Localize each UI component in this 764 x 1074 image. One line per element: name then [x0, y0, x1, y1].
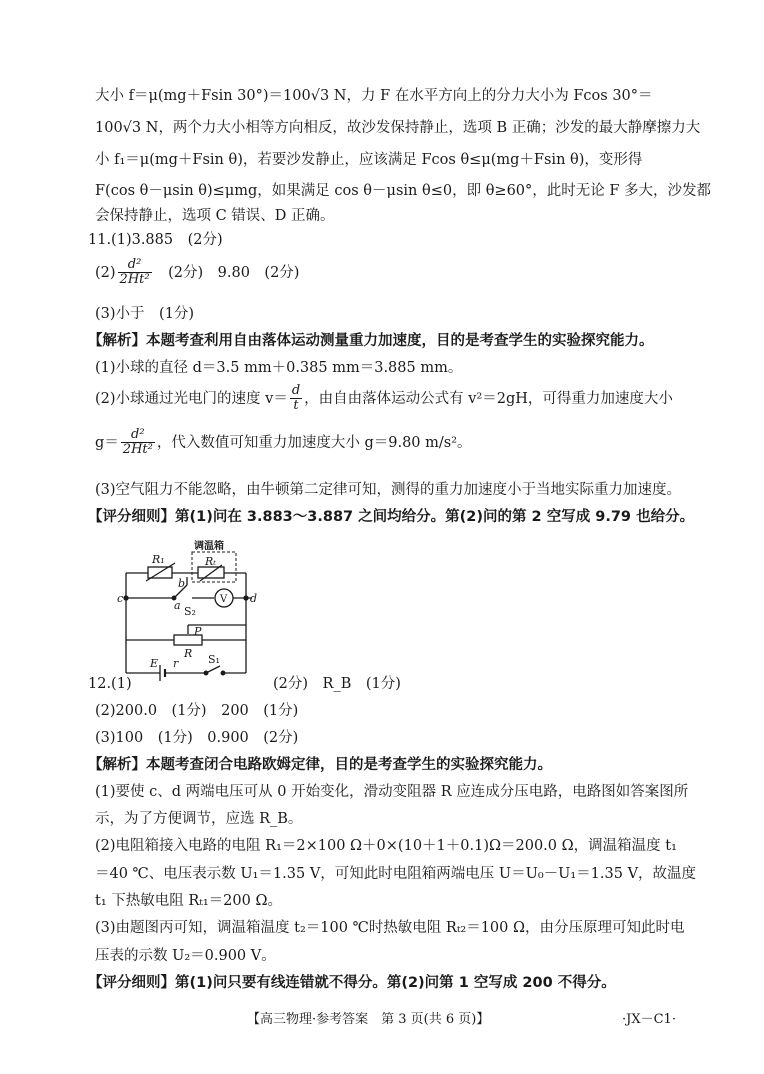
label-v: V — [220, 594, 228, 605]
text-line: F(cos θ－μsin θ)≤μmg，如果满足 cos θ－μsin θ≤0，即 θ≥60°，此时无论 F 多大，沙发都 — [95, 183, 712, 199]
denominator: 2Ht² — [122, 442, 153, 458]
label-r1: R₁ — [152, 553, 165, 566]
q11-explain-3 — [95, 428, 472, 458]
label-rt: Rₜ — [205, 555, 216, 568]
q12-rubric: 【评分细则】第(1)问只要有线连错就不得分。第(2)问第 1 空写成 200 不得分。 — [88, 975, 616, 991]
label-box: 调温箱 — [194, 541, 224, 552]
page-code: ·JX－C1· — [622, 1012, 676, 1027]
q12-answer-1-right: (2分) R_B (1分) — [273, 676, 401, 692]
fraction — [121, 428, 155, 458]
numerator: d² — [121, 428, 155, 443]
label-p: P — [194, 625, 202, 638]
q11-answer-1: 11.(1)3.885 (2分) — [88, 232, 223, 248]
label-s2: S₂ — [184, 605, 196, 618]
q12-explain-4: ＝40 ℃、电压表示数 U₁＝1.35 V，可知此时电阻箱两端电压 U＝U₀－U₁＝1.35 V，故温度 — [95, 866, 697, 882]
q12-explain-5: t₁ 下热敏电阻 Rₜ₁＝200 Ω。 — [95, 893, 282, 909]
q11-explain-2 — [95, 384, 673, 414]
q12-answer-2: (2)200.0 (1分) 200 (1分) — [95, 703, 299, 719]
q11-e2-suffix: ，由自由落体运动公式有 v²＝2gH，可得重力加速度大小 — [304, 390, 673, 407]
q11-explain-1: (1)小球的直径 d＝3.5 mm＋0.385 mm＝3.885 mm。 — [95, 360, 463, 376]
q11-a2-prefix: (2) — [95, 264, 116, 281]
text-line: 100√3 N，两个力大小相等方向相反，故沙发保持静止，选项 B 正确；沙发的最大静摩擦力大 — [95, 120, 701, 136]
q11-rubric: 【评分细则】第(1)问在 3.883～3.887 之间均给分。第(2)问的第 2 空写成 9.79 也给分。 — [88, 509, 695, 525]
q11-answer-2 — [95, 258, 299, 288]
label-s1: S₁ — [208, 653, 220, 666]
q12-explain-2: 示，为了方便调节，应选 R_B。 — [95, 811, 303, 827]
label-a: a — [174, 599, 181, 612]
denominator: 2Ht² — [119, 272, 150, 288]
label-e: E — [150, 657, 159, 670]
switch-s1 — [206, 666, 220, 673]
q12-explain-6: (3)由题图丙可知，调温箱温度 t₂＝100 ℃时热敏电阻 Rₜ₂＝100 Ω，由分压原理可知此时电 — [95, 920, 685, 936]
numerator: d — [291, 383, 301, 398]
label-r-internal: r — [173, 657, 179, 670]
q11-e3-suffix: ，代入数值可知重力加速度大小 g＝9.80 m/s²。 — [156, 434, 472, 451]
label-b: b — [178, 577, 186, 590]
q11-e3-prefix: g＝ — [95, 434, 119, 451]
q12-explain-7: 压表的示数 U₂＝0.900 V。 — [95, 948, 276, 964]
page-footer: 【高三物理·参考答案 第 3 页(共 6 页)】 — [247, 1012, 490, 1027]
q12-explain-3: (2)电阻箱接入电路的电阻 R₁＝2×100 Ω＋0×(10＋1＋0.1)Ω＝200.0 Ω，调温箱温度 t₁ — [95, 838, 677, 854]
q11-a2-suffix: (2分) 9.80 (2分) — [153, 264, 300, 281]
q12-analysis-heading: 【解析】本题考查闭合电路欧姆定律，目的是考查学生的实验探究能力。 — [88, 757, 552, 773]
q11-analysis-heading: 【解析】本题考查利用自由落体运动测量重力加速度，目的是考查学生的实验探究能力。 — [88, 333, 654, 349]
text-line: 会保持静止，选项 C 错误、D 正确。 — [95, 208, 335, 224]
numerator: d² — [118, 258, 152, 273]
text-line: 小 f₁＝μ(mg＋Fsin θ)，若要沙发静止，应该满足 Fcos θ≤μ(mg＋Fsin θ)，变形得 — [95, 152, 643, 168]
fraction — [118, 258, 152, 288]
q12-answer-3: (3)100 (1分) 0.900 (2分) — [95, 730, 299, 746]
q11-answer-3: (3)小于 (1分) — [95, 306, 195, 322]
text-line: 大小 f＝μ(mg＋Fsin 30°)＝100√3 N，力 F 在水平方向上的分力大小为 Fcos 30°＝ — [95, 88, 653, 104]
fraction — [290, 384, 302, 414]
circuit-diagram — [110, 535, 270, 690]
label-r: R — [184, 647, 193, 660]
q11-explain-4: (3)空气阻力不能忽略，由牛顿第二定律可知，测得的重力加速度小于当地实际重力加速度。 — [95, 482, 682, 498]
label-d: d — [250, 592, 258, 605]
denominator: t — [293, 398, 299, 414]
q12-answer-1-left: 12.(1) — [88, 676, 132, 692]
q11-e2-prefix: (2)小球通过光电门的速度 v＝ — [95, 390, 288, 407]
label-c: c — [117, 592, 124, 605]
q12-explain-1: (1)要使 c、d 两端电压可从 0 开始变化，滑动变阻器 R 应连成分压电路，电路图如答案图所 — [95, 784, 689, 800]
